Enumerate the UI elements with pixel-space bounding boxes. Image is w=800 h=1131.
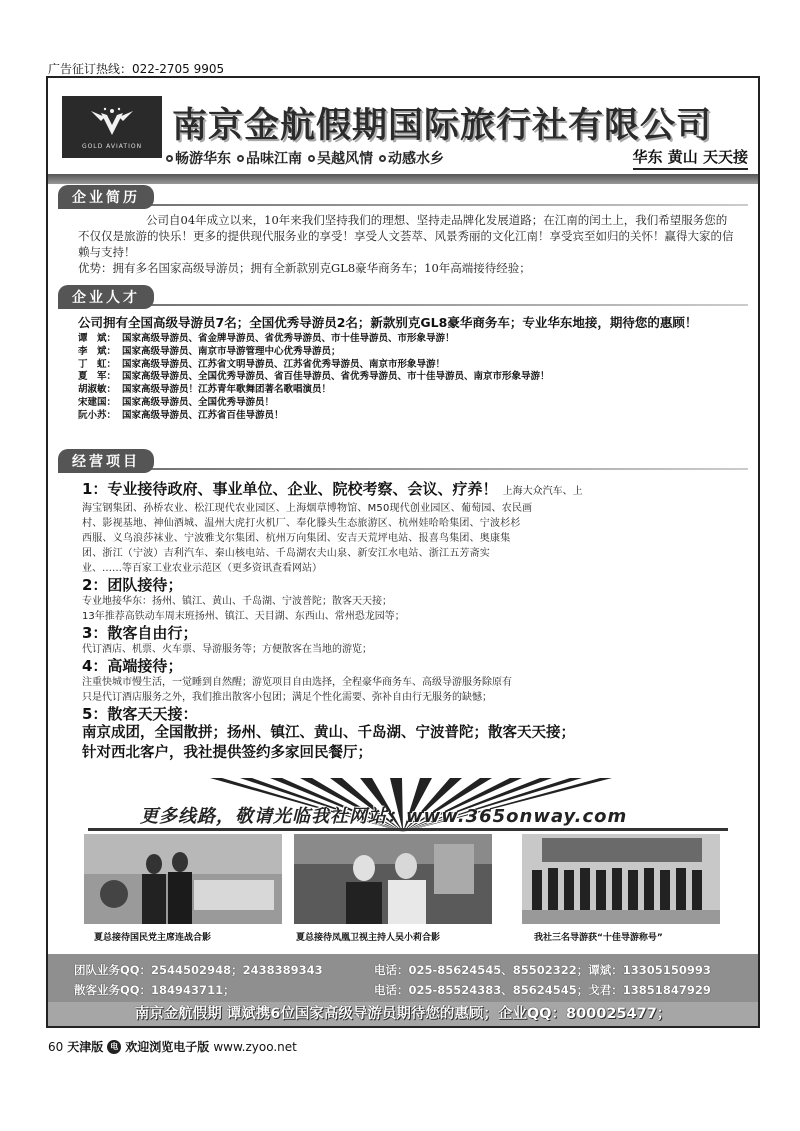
guide-row: 李 斌： 国家高级导游员、南京市导游管理中心优秀导游员； [78,345,341,357]
photo-wuxiaoli [294,834,492,924]
banner-underline [88,828,728,831]
bullet-icon [237,155,244,162]
slogan-item: 品味江南 [237,148,302,168]
page-footer [48,1038,297,1055]
business-item-3-line: 代订酒店、机票、火车票、导游服务等；方便散客在当地的游览； [82,644,372,655]
business-item-5-line: 针对西北客户，我社提供签约多家回民餐厅； [82,745,372,761]
guide-row: 胡淑敏： 国家高级导游员！江苏青年歌舞团著名歌唱演员！ [78,384,332,396]
photo-image [294,834,492,924]
photo-top-guides [522,834,720,924]
section-title-business: 经营项目 [58,449,154,473]
page-number: 60 [48,1039,64,1054]
header-divider [48,174,758,184]
company-talent [78,314,748,423]
invite-text: 欢迎浏览电子版 [125,1040,210,1054]
business-item-2-line: 13年推荐高铁动车周末班扬州、镇江、天目湖、东西山、常州恐龙园等； [82,611,405,622]
contact-row [74,982,711,998]
business-item-1-title: 1：专业接待政府、事业单位、企业、院校考察、会议、疗养！ 上海大众汽车、上 [82,480,583,498]
guide-row: 夏 军： 国家高级导游员、全国优秀导游员、省百佳导游员、省优秀导游员、市十佳导游员、南京市形象导游！ [78,371,550,383]
guide-row: 谭 斌： 国家高级导游员、省金牌导游员、省优秀导游员、市十佳导游员、市形象导游！ [78,333,455,344]
business-item-4-line: 只是代订酒店服务之外，我们推出散客小包团；满足个性化需要、弥补自由行无服务的缺憾； [82,692,492,703]
individual-phone: 电话：025-85524383、85624545；戈君：13851847929 [374,983,711,997]
bullet-icon [308,155,315,162]
intro-advantages: 优势：拥有多名国家高级导游员；拥有全新款别克GL8豪华商务车；10年高端接待经验； [78,261,531,275]
website-banner [60,778,746,832]
business-item-1-line: 海宝钢集团、孙桥农业、松江现代农业园区、上海烟草博物馆、M50现代创业园区、葡萄园、农民画 [82,503,533,514]
intro-paragraph: 公司自04年成立以来，10年来我们坚持我们的理想、坚持走品牌化发展道路；在江南的闰土上，我们希望服务您的不仅仅是旅游的快乐！更多的提供现代服务业的享受！享受人文荟萃、风景秀丽的文化江南！享受宾至如归的关怀！赢得大家的信赖与支持！ [78,213,734,259]
section-head-intro [58,186,154,208]
guide-row: 丁 虹： 国家高级导游员、江苏省文明导游员、江苏省优秀导游员、南京市形象导游！ [78,358,446,370]
website-link[interactable]: www.zyoo.net [213,1039,297,1054]
business-item-2-line: 专业地接华东：扬州、镇江、黄山、千岛湖、宁波普陀；散客天天接； [82,596,392,607]
bullet-icon [379,155,386,162]
section-divider [58,468,748,470]
ad-hotline: 广告征订热线：022-2705 9905 [48,62,225,76]
business-item-1-line: 西服、义乌浪莎袜业、宁波雅戈尔集团、杭州万向集团、安吉天荒坪电站、报喜鸟集团、奥康集 [82,533,511,544]
logo-text: GOLD AVIATION [81,142,143,150]
contact-row [74,962,711,978]
team-qq: 团队业务QQ：2544502948；2438389343 [74,963,323,977]
photo-image [522,834,720,924]
business-item-5-line: 南京成团，全国散拼；扬州、镇江、黄山、千岛湖、宁波普陀；散客天天接； [82,725,575,741]
contact-block [48,954,758,1002]
photo-caption: 我社三名导游获“十佳导游称号” [534,933,663,943]
business-item-3-title: 3：散客自由行； [82,624,198,642]
company-intro [78,212,738,276]
business-item-5-title: 5：散客天天接： [82,705,198,723]
section-divider [58,204,748,206]
photo-lianzhan [84,834,282,924]
company-logo [62,96,162,158]
eagle-icon [87,105,137,141]
section-title-intro: 企业简历 [58,185,154,209]
business-item-2-title: 2：团队接待； [82,576,183,594]
slogan-item: 吴越风情 [308,148,373,168]
business-item-4-title: 4：高端接待； [82,657,183,675]
header-tagline: 华东 黄山 天天接 [633,146,748,170]
e-edition-icon: 电 [107,1040,121,1054]
talent-summary: 公司拥有全国高级导游员7名；全国优秀导游员2名；新款别克GL8豪华商务车；专业华东地接，期待您的惠顾！ [78,315,698,330]
section-divider [58,304,748,306]
photo-caption: 夏总接待凤凰卫视主持人吴小莉合影 [296,933,441,943]
section-head-talent [58,286,154,308]
slogan-list [166,148,444,168]
advertisement-frame [46,76,760,1028]
business-items [82,480,750,763]
guide-row: 宋建国： 国家高级导游员、全国优秀导游员！ [78,396,275,408]
guide-row: 阮小苏： 国家高级导游员、江苏省百佳导游员！ [78,409,284,421]
photo-image [84,834,282,924]
slogan-item: 畅游华东 [166,148,231,168]
team-phone: 电话：025-85624545、85502322；谭斌：13305150993 [374,963,711,977]
business-item-1-line: 业、……等百家工业农业示范区（更多资讯查看网站） [82,563,322,574]
business-item-1-line: 村、影视基地、神仙酒城、温州大虎打火机厂、奉化滕头生态旅游区、杭州娃哈哈集团、宁波杉杉 [82,518,521,529]
company-name: 南京金航假期国际旅行社有限公司 [172,105,713,146]
business-item-4-line: 注重快城市慢生活，一觉睡到自然醒；游览项目自由选择，全程豪华商务车、高级导游服务除原有 [82,677,512,688]
section-title-talent: 企业人才 [58,285,154,309]
website-promo-text: 更多线路，敬请光临我社网站：www.365onway.com [140,806,628,827]
business-item-1-line: 团、浙江（宁波）吉利汽车、秦山核电站、千岛湖农夫山泉、新安江水电站、浙江五芳斋实 [82,548,490,559]
photo-caption: 夏总接待国民党主席连战合影 [94,933,212,943]
section-head-business [58,450,154,472]
edition-label: 天津版 [67,1040,104,1054]
guide-list [78,333,748,423]
company-header [48,78,758,176]
footer-slogan: 南京金航假期 谭斌携6位国家高级导游员期待您的惠顾；企业QQ：800025477； [48,1002,758,1026]
bullet-icon [166,155,173,162]
slogan-item: 动感水乡 [379,148,444,168]
individual-qq: 散客业务QQ：184943711； [74,983,235,997]
